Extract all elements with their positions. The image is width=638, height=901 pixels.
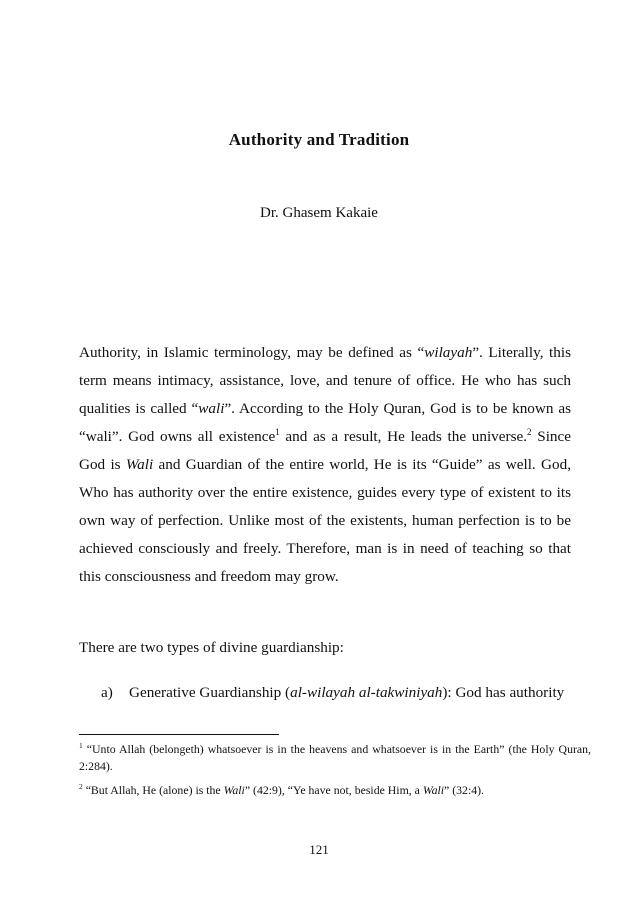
footnote-number: 1: [79, 741, 83, 751]
text-span: “But Allah, He (alone) is the: [82, 783, 224, 797]
text-span: Since God is: [79, 428, 571, 473]
italic-term: wali: [198, 400, 225, 417]
italic-term: Wali: [223, 783, 245, 797]
list-item-a: [101, 681, 571, 705]
page-number: 121: [309, 842, 329, 857]
list-marker: a): [101, 684, 113, 701]
footnote-text: “Unto Allah (belongeth) whatsoever is in the heavens and whatsoever is in the Earth” (the Holy Quran, 2:284).: [79, 742, 591, 773]
footnote-ref-1[interactable]: 1: [275, 426, 280, 437]
text-span: ” (42:9), “Ye have not, beside Him, a: [244, 783, 423, 797]
text-span: Authority, in Islamic terminology, may be defined as “: [79, 344, 425, 361]
text-span: ” (32:4).: [444, 783, 485, 797]
text-span: ): God has authority: [442, 684, 565, 701]
text-span: ”. Literally, this term means intimacy, assistance, love, and tenure of office. He who has such qualities is called “: [79, 344, 571, 417]
footnote-number: 2: [79, 782, 83, 792]
text-span: and as a result, He leads the universe.: [279, 428, 528, 445]
footnote-2: [79, 782, 591, 799]
body-paragraph-2: There are two types of divine guardianship:: [79, 639, 344, 656]
footnote-separator: [79, 734, 279, 735]
text-span: and Guardian of the entire world, He is its “Guide” as well. God, Who has authority over the entire existence, guides every type of existent to its own way of perfection. Unlike most of the existents, human perfection is to be achieved consciously and freely. Therefore, man is in need of teaching so that this consciousness and freedom may grow.: [79, 456, 571, 585]
body-paragraph-1: [79, 339, 571, 591]
footnote-1: [79, 741, 591, 775]
footnote-ref-2[interactable]: 2: [527, 426, 532, 437]
author-name: Dr. Ghasem Kakaie: [260, 205, 378, 221]
text-span: Generative Guardianship (: [129, 684, 291, 701]
italic-term: Wali: [422, 783, 445, 797]
italic-term: al-wilayah al-takwiniyah: [290, 684, 443, 701]
text-span: ”. According to the Holy Quran, God is to be known as “wali”. God owns all existence: [79, 400, 571, 445]
italic-term: Wali: [125, 456, 154, 473]
italic-term: wilayah: [424, 344, 473, 361]
article-title: Authority and Tradition: [228, 130, 410, 149]
